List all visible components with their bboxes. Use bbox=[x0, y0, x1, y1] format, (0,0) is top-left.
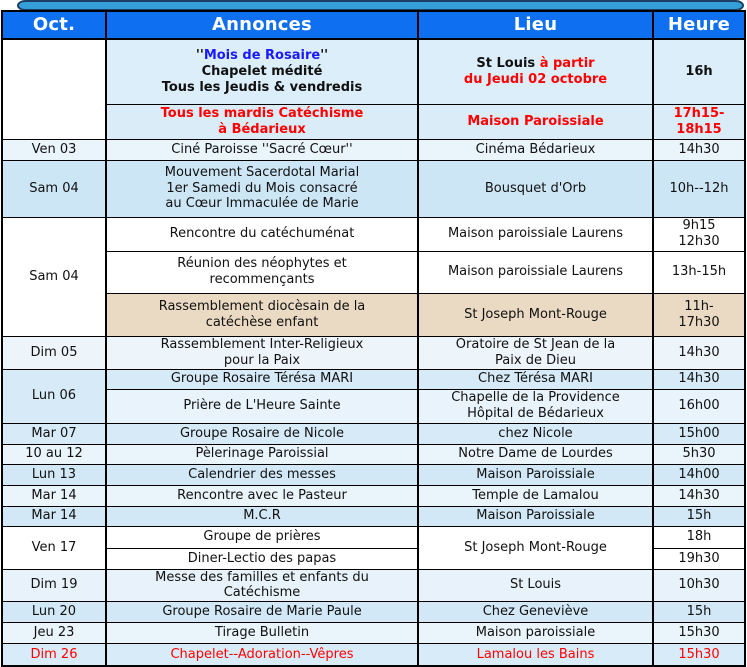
table-row bbox=[2, 293, 745, 336]
cell-lieu: Notre Dame de Lourdes bbox=[418, 444, 653, 464]
cell-heure: 14h30 bbox=[653, 485, 745, 506]
cell-oct: Sam 04 bbox=[2, 160, 106, 217]
cell-oct: Jeu 23 bbox=[2, 623, 106, 644]
cell-lieu: Chapelle de la Providence Hôpital de Bédarieux bbox=[418, 389, 653, 423]
table-row bbox=[2, 623, 745, 644]
cell-heure: 15h30 bbox=[653, 644, 745, 666]
cell-oct: Mar 07 bbox=[2, 423, 106, 444]
cell-lieu: St Louis à partir du Jeudi 02 octobre bbox=[418, 39, 653, 104]
table-row bbox=[2, 217, 745, 251]
cell-lieu: St Louis bbox=[418, 569, 653, 602]
cell-oct bbox=[2, 39, 106, 139]
table-row bbox=[2, 39, 745, 104]
cell-oct: Lun 06 bbox=[2, 369, 106, 423]
cell-heure: 18h bbox=[653, 526, 745, 548]
cell-heure: 9h15 12h30 bbox=[653, 217, 745, 251]
cell-annonces: Mouvement Sacerdotal Marial 1er Samedi du Mois consacré au Cœur Immaculée de Marie bbox=[106, 160, 418, 217]
cell-lieu: Cinéma Bédarieux bbox=[418, 139, 653, 160]
cell-oct: Lun 13 bbox=[2, 464, 106, 485]
cell-lieu: St Joseph Mont-Rouge bbox=[418, 526, 653, 569]
cell-lieu: Maison paroissiale Laurens bbox=[418, 251, 653, 293]
cell-oct: 10 au 12 bbox=[2, 444, 106, 464]
cell-annonces: Tirage Bulletin bbox=[106, 623, 418, 644]
table-row bbox=[2, 336, 745, 369]
cell-annonces: M.C.R bbox=[106, 506, 418, 526]
cell-annonces: Diner-Lectio des papas bbox=[106, 548, 418, 569]
cell-annonces: Rassemblement diocèsain de la catéchèse enfant bbox=[106, 293, 418, 336]
cell-lieu: Temple de Lamalou bbox=[418, 485, 653, 506]
cell-lieu: St Joseph Mont-Rouge bbox=[418, 293, 653, 336]
cell-heure: 14h30 bbox=[653, 139, 745, 160]
table-body bbox=[2, 39, 745, 666]
cell-annonces: Groupe de prières bbox=[106, 526, 418, 548]
cell-heure: 15h30 bbox=[653, 623, 745, 644]
cell-oct: Ven 17 bbox=[2, 526, 106, 569]
events-table bbox=[1, 10, 746, 667]
table-row bbox=[2, 104, 745, 139]
cell-annonces: Groupe Rosaire Térésa MARI bbox=[106, 369, 418, 389]
cell-annonces: Prière de L'Heure Sainte bbox=[106, 389, 418, 423]
cell-annonces: Groupe Rosaire de Nicole bbox=[106, 423, 418, 444]
cell-annonces: Groupe Rosaire de Marie Paule bbox=[106, 602, 418, 623]
table-header bbox=[2, 11, 745, 39]
cell-annonces: Rassemblement Inter-Religieux pour la Paix bbox=[106, 336, 418, 369]
column-header-lieu: Lieu bbox=[418, 11, 653, 39]
cell-annonces: Rencontre avec le Pasteur bbox=[106, 485, 418, 506]
header-row bbox=[2, 11, 745, 39]
cell-lieu: Maison Paroissiale bbox=[418, 464, 653, 485]
table-row bbox=[2, 464, 745, 485]
table-row bbox=[2, 160, 745, 217]
cell-annonces: Rencontre du catéchuménat bbox=[106, 217, 418, 251]
column-header-heure: Heure bbox=[653, 11, 745, 39]
cell-lieu: Bousquet d'Orb bbox=[418, 160, 653, 217]
cell-lieu: Lamalou les Bains bbox=[418, 644, 653, 666]
cell-annonces: Tous les mardis Catéchisme à Bédarieux bbox=[106, 104, 418, 139]
cell-annonces: Messe des familles et enfants du Catéchisme bbox=[106, 569, 418, 602]
cell-lieu: Oratoire de St Jean de la Paix de Dieu bbox=[418, 336, 653, 369]
cell-lieu: Maison Paroissiale bbox=[418, 104, 653, 139]
cell-oct: Dim 19 bbox=[2, 569, 106, 602]
cell-heure: 16h bbox=[653, 39, 745, 104]
cell-lieu: Chez Geneviève bbox=[418, 602, 653, 623]
cell-heure: 14h30 bbox=[653, 336, 745, 369]
cell-heure: 11h- 17h30 bbox=[653, 293, 745, 336]
table-row bbox=[2, 644, 745, 666]
cell-heure: 15h bbox=[653, 602, 745, 623]
cell-oct: Dim 26 bbox=[2, 644, 106, 666]
table-row bbox=[2, 369, 745, 389]
cell-heure: 13h-15h bbox=[653, 251, 745, 293]
cell-oct: Lun 20 bbox=[2, 602, 106, 623]
cell-lieu: Maison paroissiale bbox=[418, 623, 653, 644]
cell-oct: Ven 03 bbox=[2, 139, 106, 160]
cell-oct: Dim 05 bbox=[2, 336, 106, 369]
cell-annonces: ''Mois de Rosaire'' Chapelet médité Tous les Jeudis & vendredis bbox=[106, 39, 418, 104]
table-row bbox=[2, 444, 745, 464]
cell-oct: Mar 14 bbox=[2, 506, 106, 526]
table-row bbox=[2, 602, 745, 623]
cell-annonces: Pèlerinage Paroissial bbox=[106, 444, 418, 464]
cell-annonces: Ciné Paroisse ''Sacré Cœur'' bbox=[106, 139, 418, 160]
table-row bbox=[2, 139, 745, 160]
cell-heure: 16h00 bbox=[653, 389, 745, 423]
table-row bbox=[2, 526, 745, 548]
cell-lieu: chez Nicole bbox=[418, 423, 653, 444]
cell-heure: 19h30 bbox=[653, 548, 745, 569]
table-row bbox=[2, 389, 745, 423]
column-header-annonces: Annonces bbox=[106, 11, 418, 39]
table-row bbox=[2, 251, 745, 293]
cell-oct: Mar 14 bbox=[2, 485, 106, 506]
cell-heure: 5h30 bbox=[653, 444, 745, 464]
cell-heure: 17h15- 18h15 bbox=[653, 104, 745, 139]
cell-heure: 10h--12h bbox=[653, 160, 745, 217]
cell-lieu: Chez Térésa MARI bbox=[418, 369, 653, 389]
cell-heure: 15h bbox=[653, 506, 745, 526]
cell-heure: 14h30 bbox=[653, 369, 745, 389]
cell-annonces: Calendrier des messes bbox=[106, 464, 418, 485]
cell-oct: Sam 04 bbox=[2, 217, 106, 336]
cell-lieu: Maison Paroissiale bbox=[418, 506, 653, 526]
cell-heure: 15h00 bbox=[653, 423, 745, 444]
cell-annonces: Réunion des néophytes et recommençants bbox=[106, 251, 418, 293]
cell-annonces: Chapelet--Adoration--Vêpres bbox=[106, 644, 418, 666]
table-row bbox=[2, 569, 745, 602]
table-row bbox=[2, 485, 745, 506]
cell-heure: 14h00 bbox=[653, 464, 745, 485]
cell-lieu: Maison paroissiale Laurens bbox=[418, 217, 653, 251]
table-row bbox=[2, 423, 745, 444]
table-row bbox=[2, 506, 745, 526]
cell-heure: 10h30 bbox=[653, 569, 745, 602]
column-header-oct: Oct. bbox=[2, 11, 106, 39]
